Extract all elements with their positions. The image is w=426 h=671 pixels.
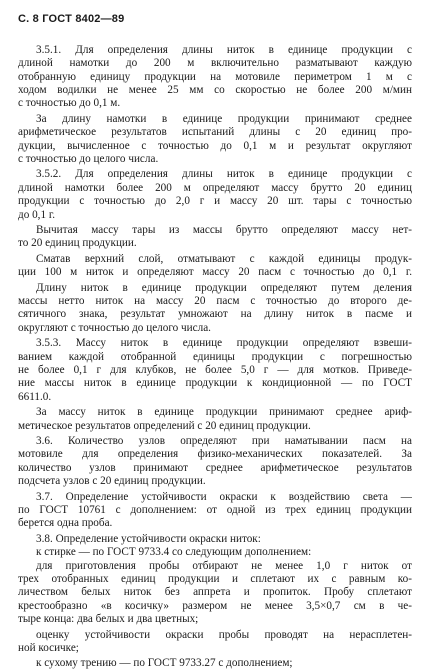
text-line: длиной намотки более 200 м определяют массу брутто 20 единиц bbox=[18, 181, 412, 194]
text-line: длиной намотки до 200 м включительно разматывают каждую bbox=[18, 57, 412, 70]
text-line: ной косичке; bbox=[18, 641, 79, 654]
text-line: оценку устойчивости окраски пробы проводят на нерасплетен- bbox=[36, 628, 412, 641]
text-line: трех отобранных единиц продукции и сплетают их с равным ко- bbox=[18, 572, 412, 585]
text-line: дукции, вычисленное с точностью до 0,1 м и результат округляют bbox=[18, 139, 412, 152]
text-line: округляют с точностью до целого числа. bbox=[18, 321, 211, 334]
text-line: ванием каждой отобранной единицы продукции с погрешностью bbox=[18, 350, 412, 363]
text-line: массы нетто ниток на массу 20 пасм с точностью до второго де- bbox=[18, 295, 412, 308]
text-line: крестообразно «в косичку» размером не менее 3,5×0,7 см в че- bbox=[18, 599, 412, 612]
text-line: 3.6. Количество узлов определяют при наматывании пасм на bbox=[36, 435, 412, 448]
text-line: то 20 единиц продукции. bbox=[18, 237, 137, 250]
text-line: ции 100 м ниток и определяют массу 20 пасм с точностью до 0,1 г. bbox=[18, 266, 412, 279]
text-line: Вычитая массу тары из массы брутто определяют массу нет- bbox=[36, 224, 412, 237]
text-line: мотовиле для определения физико-механических показателей. За bbox=[18, 448, 412, 461]
text-line: отобранную единицу продукции на мотовиле периметром 1 м с bbox=[18, 70, 412, 83]
text-line: с точностью до 0,1 м. bbox=[18, 97, 121, 110]
text-line: количество узлов принимают среднее арифметическое результатов bbox=[18, 461, 412, 474]
text-line: с точностью до целого числа. bbox=[18, 152, 159, 165]
text-line: 3.7. Определение устойчивости окраски к воздействию света — bbox=[36, 490, 412, 503]
text-line: 3.5.2. Для определения длины ниток в единице продукции с bbox=[36, 168, 412, 181]
text-line: до 0,1 г. bbox=[18, 208, 55, 221]
text-line: Длину ниток в единице продукции определяют путем деления bbox=[36, 281, 412, 294]
text-line: За массу ниток в единице продукции принимают среднее ариф- bbox=[36, 406, 412, 419]
text-line: по ГОСТ 10761 с дополнением: от одной из трех единиц продукции bbox=[18, 504, 412, 517]
body-text bbox=[18, 44, 412, 671]
text-line: ние массы ниток в единице продукции к кондиционной — по ГОСТ bbox=[18, 377, 412, 390]
text-line: 3.5.3. Массу ниток в единице продукции определяют взвеши- bbox=[36, 337, 412, 350]
text-line: За длину намотки в единице продукции принимают среднее bbox=[36, 112, 412, 125]
text-line: не более 0,1 г для клубков, не более 5,0 г — для мотков. Приведе- bbox=[18, 364, 412, 377]
text-line: сятичного знака, результат умножают на длину ниток в пасме и bbox=[18, 308, 412, 321]
text-line: 3.8. Определение устойчивости окраски ниток: bbox=[36, 532, 261, 545]
text-line: Сматав верхний слой, отматывают с каждой единицы продук- bbox=[36, 252, 412, 265]
text-line: продукции с точностью до 2,0 г и массу 20 шт. тары с точностью bbox=[18, 195, 412, 208]
text-line: для приготовления пробы отбирают не менее 1,0 г ниток от bbox=[36, 559, 412, 572]
text-line: берется одна проба. bbox=[18, 517, 113, 530]
text-line: тыре конца: два белых и два цветных; bbox=[18, 612, 199, 625]
text-line: к сухому трению — по ГОСТ 9733.27 с дополнением; bbox=[36, 657, 293, 670]
text-line: ходом водилки не менее 25 мм со скоростью не более 200 м/мин bbox=[18, 84, 412, 97]
text-line: 6611.0. bbox=[18, 390, 52, 403]
page-header: С. 8 ГОСТ 8402—89 bbox=[18, 13, 125, 25]
text-line: к стирке — по ГОСТ 9733.4 со следующим дополнением: bbox=[36, 546, 312, 559]
text-line: метическое результатов определений с 20 единиц продукции. bbox=[18, 419, 311, 432]
text-line: личеством белых ниток без аппрета и пропиток. Пробу сплетают bbox=[18, 586, 412, 599]
text-line: 3.5.1. Для определения длины ниток в единице продукции с bbox=[36, 44, 412, 56]
text-line: подсчета узлов с 20 единиц продукции. bbox=[18, 475, 206, 488]
text-line: арифметическое результатов испытаний длины с 20 единиц про- bbox=[18, 126, 412, 139]
